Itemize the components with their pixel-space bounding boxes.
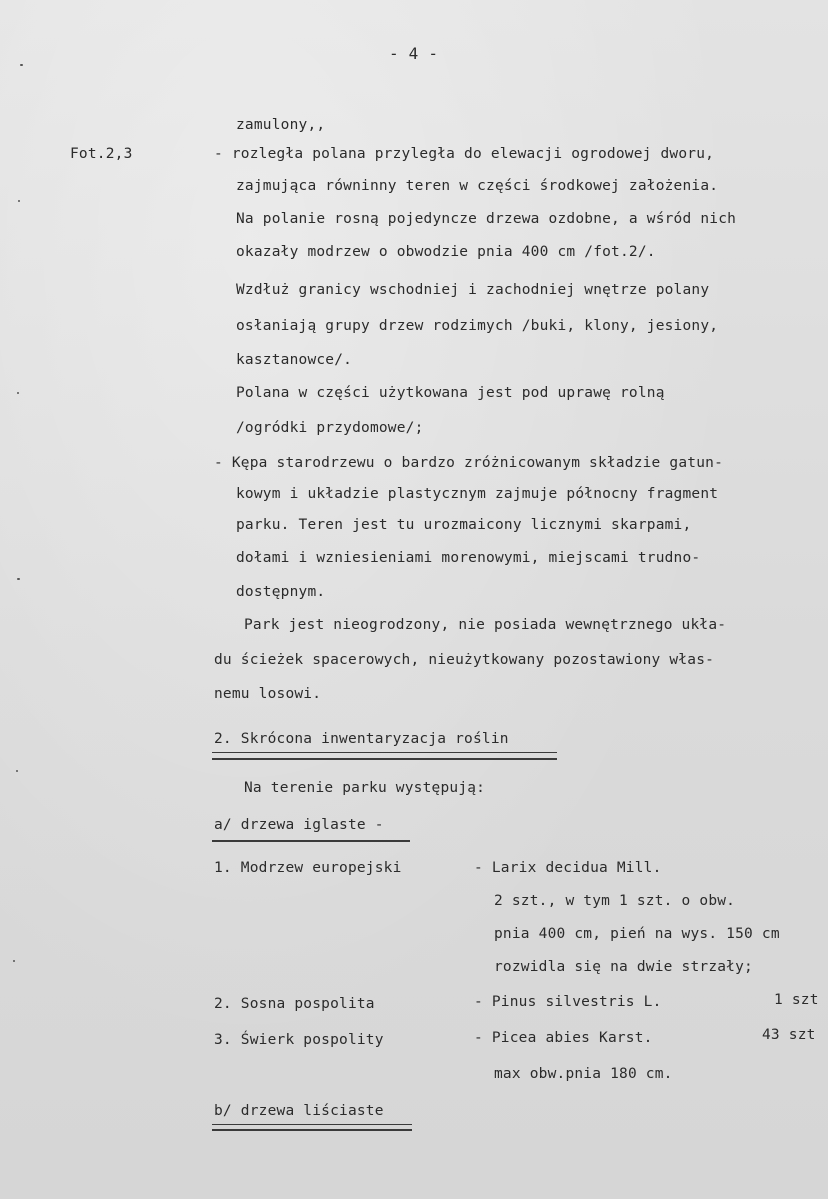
subsection-deciduous: b/ drzewa liściaste	[214, 1103, 384, 1119]
body-line: Wzdłuż granicy wschodniej i zachodniej wnętrze polany	[236, 282, 710, 298]
body-line: du ścieżek spacerowych, nieużytkowany pozostawiony włas-	[214, 652, 715, 668]
subsection-underline	[212, 1124, 412, 1125]
species-latin: - Larix decidua Mill.	[474, 860, 662, 876]
body-line: dostępnym.	[236, 584, 326, 600]
body-line: Na polanie rosną pojedyncze drzewa ozdobne, a wśród nich	[236, 211, 737, 227]
body-line: kasztanowce/.	[236, 352, 353, 368]
species-name: 3. Świerk pospolity	[214, 1032, 384, 1048]
body-line: - Kępa starodrzewu o bardzo zróżnicowanym składzie gatun-	[214, 455, 723, 471]
page-number: - 4 -	[389, 44, 439, 63]
margin-speck	[18, 200, 20, 202]
subsection-conifers: a/ drzewa iglaste -	[214, 817, 384, 833]
subsection-underline	[212, 840, 410, 842]
body-line: - rozległa polana przyległa do elewacji ogrodowej dworu,	[214, 146, 715, 162]
heading-underline	[212, 752, 557, 753]
margin-speck	[17, 578, 20, 580]
margin-photo-reference: Fot.2,3	[70, 146, 133, 162]
body-line: parku. Teren jest tu urozmaicony licznymi skarpami,	[236, 517, 692, 533]
body-line: okazały modrzew o obwodzie pnia 400 cm /fot.2/.	[236, 244, 656, 260]
heading-underline	[212, 758, 557, 760]
margin-speck	[13, 960, 15, 962]
subsection-underline	[212, 1129, 412, 1131]
intro-line: Na terenie parku występują:	[244, 780, 486, 796]
species-latin: - Pinus silvestris L.	[474, 994, 662, 1010]
body-line: dołami i wzniesieniami morenowymi, miejscami trudno-	[236, 550, 701, 566]
species-note: pnia 400 cm, pień na wys. 150 cm	[494, 926, 780, 942]
species-latin: - Picea abies Karst.	[474, 1030, 653, 1046]
body-line: kowym i układzie plastycznym zajmuje północny fragment	[236, 486, 719, 502]
margin-speck	[16, 770, 18, 772]
body-line: osłaniają grupy drzew rodzimych /buki, klony, jesiony,	[236, 318, 719, 334]
species-name: 2. Sosna pospolita	[214, 996, 375, 1012]
species-count: 1 szt	[774, 992, 819, 1008]
body-line: zajmująca równinny teren w części środkowej założenia.	[236, 178, 719, 194]
margin-speck	[17, 392, 19, 394]
body-line: Polana w części użytkowana jest pod uprawę rolną	[236, 385, 665, 401]
section-heading: 2. Skrócona inwentaryzacja roślin	[214, 731, 509, 747]
body-line: nemu losowi.	[214, 686, 322, 702]
species-note: rozwidla się na dwie strzały;	[494, 959, 753, 975]
species-note: 2 szt., w tym 1 szt. o obw.	[494, 893, 736, 909]
body-line: /ogródki przydomowe/;	[236, 420, 424, 436]
species-note: max obw.pnia 180 cm.	[494, 1066, 673, 1082]
body-line: Park jest nieogrodzony, nie posiada wewnętrznego ukła-	[244, 617, 727, 633]
body-line: zamulony,,	[236, 117, 326, 133]
margin-speck	[20, 64, 23, 66]
species-name: 1. Modrzew europejski	[214, 860, 402, 876]
species-count: 43 szt	[762, 1027, 816, 1043]
